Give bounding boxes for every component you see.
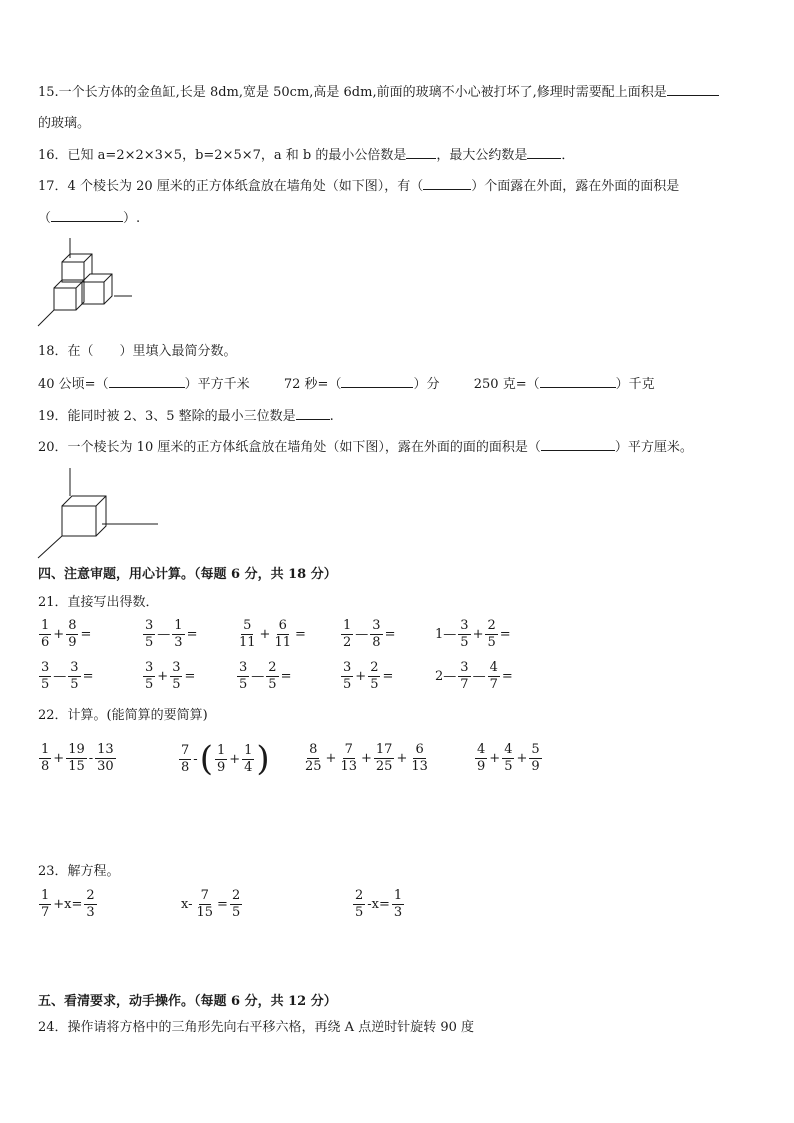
equals-sign: = (384, 627, 396, 642)
numerator: 3 (460, 618, 469, 633)
fraction (370, 618, 382, 651)
equals-sign: = (186, 627, 198, 642)
operator: + (229, 751, 241, 767)
operator: + (516, 751, 528, 766)
denominator: 9 (216, 759, 226, 775)
section-4-heading: 四、注意审题，用心计算。（每题 6 分，共 18 分） (38, 567, 337, 582)
q16-mid: ，最大公约数是 (436, 148, 528, 163)
denominator: 8 (372, 635, 381, 650)
equals-sign: = (280, 669, 292, 684)
numerator: 3 (41, 660, 50, 675)
denominator: 2 (343, 635, 352, 650)
q20-post: ）平方厘米。 (614, 440, 693, 455)
denominator: 5 (231, 905, 241, 920)
q18-c-blank[interactable] (540, 375, 616, 388)
equals-sign: = (82, 669, 94, 684)
operator: + (472, 627, 484, 642)
section-5-heading: 五、看清要求，动手操作。（每题 6 分，共 12 分） (38, 994, 337, 1009)
q22-title: 22．计算。(能简算的要简算) (38, 708, 208, 723)
fraction (341, 618, 353, 651)
operator: + (489, 751, 501, 766)
q16-post: ． (561, 148, 575, 163)
equals-sign: = (295, 627, 306, 642)
operator: + (53, 627, 65, 642)
q22-expression (178, 739, 271, 779)
denominator: 8 (181, 759, 190, 775)
numerator: 2 (86, 888, 95, 903)
fraction (170, 660, 182, 693)
denominator: 9 (477, 759, 486, 774)
fraction (272, 618, 293, 651)
denominator: 5 (355, 905, 364, 920)
operator: - (88, 751, 94, 766)
equals-sign: = (80, 627, 92, 642)
operator: + (157, 669, 169, 684)
fraction (488, 660, 500, 693)
numerator: 1 (343, 618, 352, 633)
fraction (341, 660, 353, 693)
q21-expression (236, 618, 307, 651)
q18-a-unit: ）平方千米 (184, 377, 250, 392)
fraction (68, 660, 80, 693)
denominator: 5 (239, 677, 248, 692)
denominator: 3 (393, 905, 403, 920)
q15-answer-blank[interactable] (667, 83, 719, 96)
fraction (95, 742, 116, 775)
q18-items (38, 375, 655, 394)
fraction (266, 660, 278, 693)
parenthesis: ) (256, 739, 270, 779)
denominator: 30 (97, 759, 114, 774)
q22-expression (474, 742, 543, 775)
numerator: 2 (268, 660, 277, 675)
denominator: 11 (274, 635, 291, 650)
numerator: 4 (504, 742, 513, 757)
fraction (39, 618, 51, 651)
operator: — (472, 669, 486, 684)
q23-equation (352, 888, 405, 921)
denominator: 5 (504, 759, 513, 774)
q16-gcd-blank[interactable] (527, 146, 561, 159)
fraction (39, 888, 51, 921)
numerator: 7 (181, 742, 190, 758)
denominator: 5 (370, 677, 379, 692)
lead-term: x- (181, 897, 193, 912)
q21-expression (434, 660, 514, 693)
operator: + (53, 751, 65, 766)
denominator: 5 (460, 635, 469, 650)
operator: — (251, 669, 265, 684)
numerator: 3 (145, 618, 154, 633)
fraction (392, 888, 404, 921)
q16-lcm-blank[interactable] (406, 146, 436, 159)
equals-sign: = (499, 627, 511, 642)
q17-cube-figure (36, 236, 136, 330)
operator: + (325, 751, 337, 766)
equals-sign: = (382, 669, 394, 684)
fraction (143, 660, 155, 693)
q21-expression (340, 660, 394, 693)
fraction (237, 660, 249, 693)
lead-term: 1— (435, 627, 457, 642)
fraction (409, 742, 430, 775)
numerator: 4 (477, 742, 486, 757)
fraction (195, 888, 216, 921)
denominator: 9 (68, 635, 77, 650)
denominator: 9 (531, 759, 540, 774)
numerator: 8 (309, 742, 318, 757)
q17-line1 (38, 177, 679, 196)
fraction (242, 743, 254, 776)
lead-term: 2— (435, 669, 457, 684)
q19-blank[interactable] (296, 407, 330, 420)
q18-b-blank[interactable] (341, 375, 413, 388)
fraction (230, 888, 242, 921)
denominator: 3 (86, 905, 95, 920)
q18-a-blank[interactable] (109, 375, 185, 388)
q21-expression (142, 660, 196, 693)
denominator: 3 (174, 635, 183, 650)
denominator: 25 (305, 759, 322, 774)
fraction (172, 618, 184, 651)
q21-expression (340, 618, 396, 651)
q21-expression (38, 660, 94, 693)
numerator: 4 (489, 660, 498, 675)
q21-expression (142, 618, 198, 651)
denominator: 15 (68, 759, 85, 774)
fraction (368, 660, 380, 693)
denominator: 5 (487, 635, 496, 650)
numerator: 2 (487, 618, 496, 633)
numerator: 1 (41, 742, 50, 757)
operator: = (217, 897, 228, 912)
fraction (485, 618, 497, 651)
q17-text: 17．4 个棱长为 20 厘米的正方体纸盒放在墙角处（如下图），有（ (38, 179, 424, 194)
fraction (66, 742, 87, 775)
q18-title: 18．在（ ）里填入最简分数。 (38, 344, 237, 359)
numerator: 6 (278, 618, 287, 633)
q16 (38, 146, 574, 165)
q18-b-text: 72 秒=（ (283, 377, 342, 392)
q19-post: . (329, 409, 334, 424)
numerator: 17 (375, 742, 393, 757)
q21-title: 21．直接写出得数． (38, 595, 159, 610)
numerator: 1 (216, 742, 226, 758)
denominator: 5 (145, 677, 154, 692)
fraction (529, 742, 541, 775)
numerator: 2 (231, 888, 241, 903)
fraction (143, 618, 155, 651)
fraction (374, 742, 395, 775)
denominator: 25 (375, 759, 393, 774)
denominator: 7 (460, 677, 469, 692)
denominator: 7 (489, 677, 498, 692)
numerator: 8 (68, 618, 77, 633)
q21-expression (236, 660, 292, 693)
equals-sign: = (184, 669, 196, 684)
fraction (39, 660, 51, 693)
q18-c-unit: ）千克 (615, 377, 655, 392)
parenthesis: ( (199, 739, 213, 779)
denominator: 5 (145, 635, 154, 650)
numerator: 3 (239, 660, 248, 675)
denominator: 13 (340, 759, 357, 774)
numerator: 13 (97, 742, 114, 757)
numerator: 7 (344, 742, 353, 757)
operator: -x= (367, 897, 390, 912)
operator: + (355, 669, 367, 684)
numerator: 3 (172, 660, 181, 675)
numerator: 3 (70, 660, 79, 675)
fraction (502, 742, 514, 775)
q18-b-unit: ）分 (413, 377, 440, 392)
q23-equation (38, 888, 98, 921)
operator: + (259, 627, 271, 642)
numerator: 1 (174, 618, 183, 633)
fraction (215, 743, 227, 776)
fraction (338, 742, 359, 775)
q17-mid: ）个面露在外面，露在外面的面积是 (471, 179, 680, 194)
numerator: 6 (415, 742, 424, 757)
operator: — (355, 627, 369, 642)
fraction (458, 618, 470, 651)
q17-line2 (38, 209, 140, 228)
q15-line2: 的玻璃。 (38, 116, 91, 131)
fraction (353, 888, 365, 921)
q20 (38, 438, 693, 457)
numerator: 3 (145, 660, 154, 675)
q21-expression (38, 618, 92, 651)
denominator: 4 (244, 759, 253, 775)
q24-text: 24．操作请将方格中的三角形先向右平移六格，再绕 A 点逆时针旋转 90 度 (38, 1020, 475, 1035)
numerator: 1 (41, 888, 50, 903)
denominator: 13 (411, 759, 428, 774)
denominator: 5 (41, 677, 50, 692)
numerator: 7 (200, 888, 209, 903)
q16-text: 16．已知 a=2×2×3×5，b=2×5×7，a 和 b 的最小公倍数是 (38, 148, 407, 163)
operator: + (361, 751, 372, 766)
numerator: 2 (355, 888, 364, 903)
q17-area-blank[interactable] (51, 209, 123, 222)
denominator: 6 (41, 635, 50, 650)
q19 (38, 407, 334, 426)
fraction (66, 618, 78, 651)
q21-expression (434, 618, 512, 651)
fraction (39, 742, 51, 775)
fraction (237, 618, 258, 651)
denominator: 5 (268, 677, 277, 692)
denominator: 5 (172, 677, 181, 692)
numerator: 1 (393, 888, 403, 903)
fraction (179, 743, 191, 776)
operator: — (157, 627, 171, 642)
operator: + (396, 751, 408, 766)
denominator: 7 (41, 905, 50, 920)
numerator: 3 (460, 660, 469, 675)
q17-paren-close: ）. (123, 211, 141, 226)
q23-title: 23．解方程。 (38, 864, 120, 879)
q19-text: 19．能同时被 2、3、5 整除的最小三位数是 (38, 409, 296, 424)
denominator: 5 (70, 677, 79, 692)
operator: — (53, 669, 67, 684)
numerator: 5 (531, 742, 540, 757)
denominator: 8 (41, 759, 50, 774)
q22-expression (38, 742, 117, 775)
numerator: 1 (244, 742, 253, 758)
q20-blank[interactable] (541, 438, 615, 451)
operator: - (193, 751, 198, 767)
q18-c-text: 250 克=（ (473, 377, 540, 392)
q20-text: 20．一个棱长为 10 厘米的正方体纸盒放在墙角处（如下图），露在外面的面的面积是（ (38, 440, 541, 455)
fraction (84, 888, 96, 921)
q20-cube-figure (36, 466, 162, 560)
numerator: 1 (41, 618, 50, 633)
fraction (475, 742, 487, 775)
q22-expression (302, 742, 431, 775)
operator: +x= (53, 897, 83, 912)
fraction (458, 660, 470, 693)
q17-paren-open: （ (38, 211, 52, 226)
q23-equation (180, 888, 243, 921)
fraction (303, 742, 324, 775)
numerator: 3 (343, 660, 352, 675)
numerator: 19 (68, 742, 85, 757)
numerator: 5 (243, 618, 252, 633)
equals-sign: = (501, 669, 513, 684)
q15-text: 15.一个长方体的金鱼缸,长是 8dm,宽是 50cm,高是 6dm,前面的玻璃不小心被打坏了,修理时需要配上面积是 (38, 85, 667, 100)
numerator: 2 (370, 660, 379, 675)
q18-a-text: 40 公顷=（ (38, 377, 109, 392)
denominator: 11 (239, 635, 256, 650)
denominator: 15 (196, 905, 214, 920)
q17-faces-blank[interactable] (423, 177, 471, 190)
q15-line1 (38, 83, 719, 102)
denominator: 5 (343, 677, 352, 692)
numerator: 3 (372, 618, 381, 633)
